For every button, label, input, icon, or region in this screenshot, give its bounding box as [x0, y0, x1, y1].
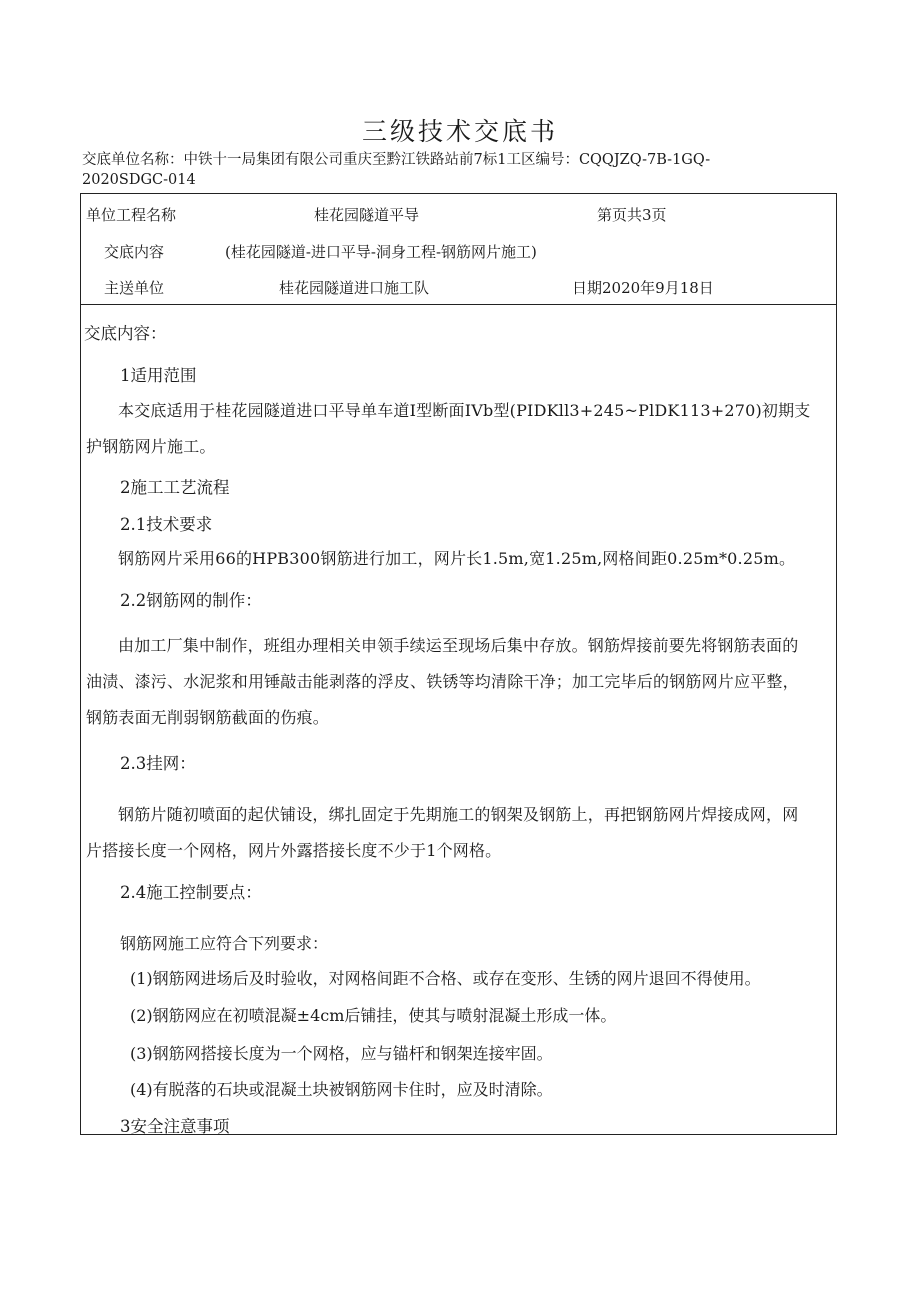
section-2-3-title: 2.3挂网： — [120, 754, 196, 773]
unit-project-value: 桂花园隧道平导 — [314, 206, 420, 224]
section-3-title: 3安全注意事项 — [120, 1117, 230, 1136]
requirement-item-2: (2)钢筋网应在初喷混凝±4cm后铺挂，使其与喷射混凝土形成一体。 — [130, 1006, 617, 1025]
section-2-2-title: 2.2钢筋网的制作： — [120, 591, 262, 610]
section-1-title: 1适用范围 — [120, 366, 197, 385]
section-1-text: 本交底适用于桂花园隧道进口平导单车道I型断面IVb型(PIDKll3+245~PlDK113+270)初期支护钢筋网片施工。 — [86, 401, 811, 456]
unit-project-label: 单位工程名称 — [86, 206, 177, 224]
requirement-item-1: (1)钢筋网进场后及时验收，对网格间距不合格、或存在变形、生锈的网片退回不得使用。 — [130, 969, 761, 988]
content-label: 交底内容 — [104, 243, 165, 261]
section-2-1-text: 钢筋网片采用66的HPB300钢筋进行加工，网片长1.5m,宽1.25m,网格间距0.25m*0.25m。 — [118, 549, 796, 568]
content-heading: 交底内容： — [84, 324, 167, 343]
requirement-item-3: (3)钢筋网搭接长度为一个网格，应与锚杆和钢架连接牢固。 — [130, 1044, 553, 1063]
sender-label: 主送单位 — [104, 279, 165, 297]
section-2-4-title: 2.4施工控制要点： — [120, 883, 262, 902]
sender-value: 桂花园隧道进口施工队 — [279, 279, 430, 297]
section-2-3-text: 钢筋片随初喷面的起伏铺设，绑扎固定于先期施工的钢架及钢筋上，再把钢筋网片焊接成网，网片搭接长度一个网格，网片外露搭接长度不少于1个网格。 — [86, 805, 799, 860]
section-2-2-text: 由加工厂集中制作，班组办理相关申领手续运至现场后集中存放。钢筋焊接前要先将钢筋表面的油渍、漆污、水泥浆和用锤敲击能剥落的浮皮、铁锈等均清除干净；加工完毕后的钢筋网片应平整，钢筋表面无削弱钢筋截面的伤痕。 — [86, 636, 799, 727]
section-2-1-title: 2.1技术要求 — [120, 515, 213, 534]
section-2-title: 2施工工艺流程 — [120, 478, 230, 497]
content-value: (桂花园隧道-进口平导-洞身工程-钢筋网片施工) — [225, 243, 537, 261]
issuing-unit-and-number: 交底单位名称：中铁十一局集团有限公司重庆至黔江铁路站前7标1工区编号：CQQJZQ-7B-1GQ-2020SDGC-014 — [82, 152, 711, 188]
header-divider — [81, 304, 836, 305]
page-count: 第页共3页 — [597, 206, 667, 224]
document-title: 三级技术交底书 — [361, 117, 558, 146]
issue-date: 日期2020年9月18日 — [572, 279, 714, 297]
requirement-item-4: (4)有脱落的石块或混凝土块被钢筋网卡住时，应及时清除。 — [130, 1080, 553, 1099]
section-2-4-intro: 钢筋网施工应符合下列要求： — [120, 934, 329, 953]
